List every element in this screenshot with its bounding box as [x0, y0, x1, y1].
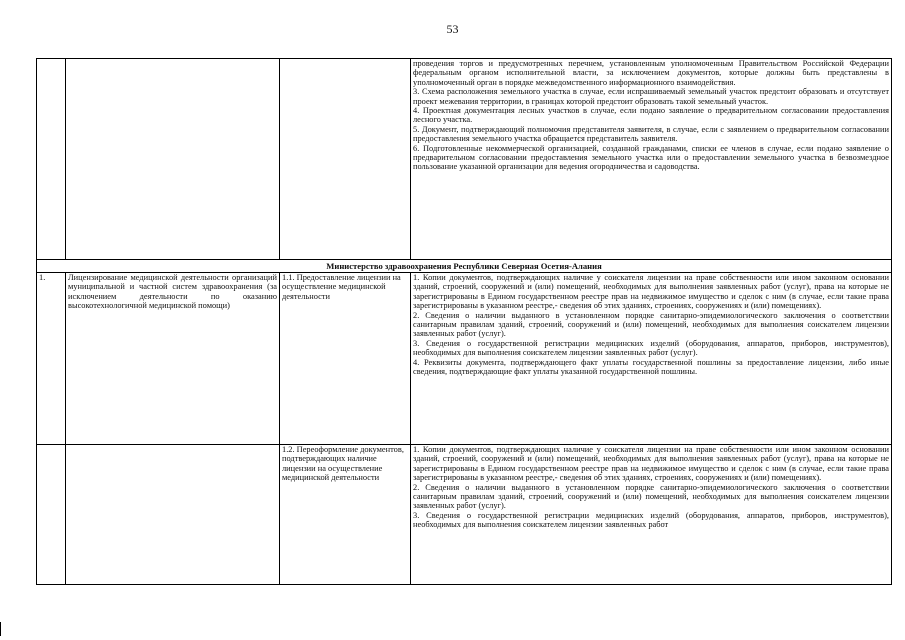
margin-mark [0, 622, 1, 636]
table-row [37, 445, 892, 585]
documents-cell [411, 59, 892, 260]
subservice-cell [280, 59, 411, 260]
row-number-cell [37, 59, 66, 260]
subservice-cell: 1.2. Переоформление документов, подтверждающих наличие лицензии на осуществление медицинской деятельности [280, 445, 411, 585]
service-name-cell [66, 445, 280, 585]
page-number: 53 [446, 22, 459, 36]
ministry-header: Министерство здравоохранения Республики Северная Осетия-Алания [37, 260, 892, 273]
document-item: 2. Сведения о наличии выданного в установленном порядке санитарно-эпидемиологического заключения о соответствии санитарным правилам зданий, строений, сооружений и (или) помещений, необходимых для выполнения соискателем лицензии заявленных работ (услуг). [413, 482, 889, 511]
row-number-cell [37, 445, 66, 585]
document-item: 1. Копии документов, подтверждающих наличие у соискателя лицензии на праве собственности или ином законном основании зданий, строений, сооружений и (или) помещений, необходимых для выполнения заявленных работ (услуг), права на которые не зарегистрированы в Едином государственном реестре прав на недвижимое имущество и сделок с ним (в случае, если такие права зарегистрированы в указанном реестре,- сведения об этих зданиях, строениях, сооружениях и (или) помещениях). [413, 273, 889, 311]
documents-cell [411, 445, 892, 585]
document-item: 3. Схема расположения земельного участка в случае, если испрашиваемый земельный участок предстоит образовать и отсутствует проект межевания территории, в границах которой предстоит образовать такой земельный участок. [413, 87, 889, 106]
document-item: 4. Проектная документация лесных участков в случае, если подано заявление о предварительном согласовании предоставления лесного участка. [413, 106, 889, 125]
documents-cell [411, 273, 892, 445]
table-row [37, 59, 892, 260]
service-name-cell: Лицензирование медицинской деятельности организаций муниципальной и частной систем здравоохранения (за исключением деятельности по оказанию высокотехнологичной медицинской помощи) [66, 273, 280, 445]
document-item: 6. Подготовленные некоммерческой организацией, созданной гражданами, списки ее членов в случае, если подано заявление о предварительном согласовании предоставления земельного участка или о предоставлении земельного участка в безвозмездное пользование указанной организации для ведения огородничества и садоводства. [413, 143, 889, 172]
table-row [37, 273, 892, 445]
subservice-cell: 1.1. Предоставление лицензии на осуществление медицинской деятельности [280, 273, 411, 445]
document-item: проведения торгов и предусмотренных перечнем, установленным уполномоченным Правительством Российской Федерации федеральным органом исполнительной власти, за исключением документов, которые должны быть представлены в уполномоченный орган в порядке межведомственного информационного взаимодействия. [413, 59, 889, 87]
row-number-cell: 1. [37, 273, 66, 445]
document-item: 1. Копии документов, подтверждающих наличие у соискателя лицензии на праве собственности или ином законном основании зданий, строений, сооружений и (или) помещений, необходимых для выполнения заявленных работ (услуг), права на которые не зарегистрированы в Едином государственном реестре прав на недвижимое имущество и сделок с ним (в случае, если такие права зарегистрированы в указанном реестре,- сведения об этих зданиях, строениях, сооружениях и (или) помещениях). [413, 445, 889, 483]
document-item: 3. Сведения о государственной регистрации медицинских изделий (оборудования, аппаратов, приборов, инструментов), необходимых для выполнения соискателем лицензии заявленных работ [413, 510, 889, 530]
document-item: 2. Сведения о наличии выданного в установленном порядке санитарно-эпидемиологического заключения о соответствии санитарным правилам зданий, строений, сооружений и (или) помещений, необходимых для выполнения соискателем лицензии заявленных работ (услуг). [413, 310, 889, 339]
services-table [36, 58, 892, 585]
document-item: 3. Сведения о государственной регистрации медицинских изделий (оборудования, аппаратов, приборов, инструментов), необходимых для выполнения соискателем лицензии заявленных работ (услуг). [413, 338, 889, 358]
service-name-cell [66, 59, 280, 260]
ministry-header-row [37, 260, 892, 273]
document-item: 4. Реквизиты документа, подтверждающего факт уплаты государственной пошлины за предоставление лицензии, либо иные сведения, подтверждающие факт уплаты указанной государственной пошлины. [413, 357, 889, 377]
document-item: 5. Документ, подтверждающий полномочия представителя заявителя, в случае, если с заявлением о предварительном согласовании предоставления земельного участка обращается представитель заявителя. [413, 124, 889, 144]
